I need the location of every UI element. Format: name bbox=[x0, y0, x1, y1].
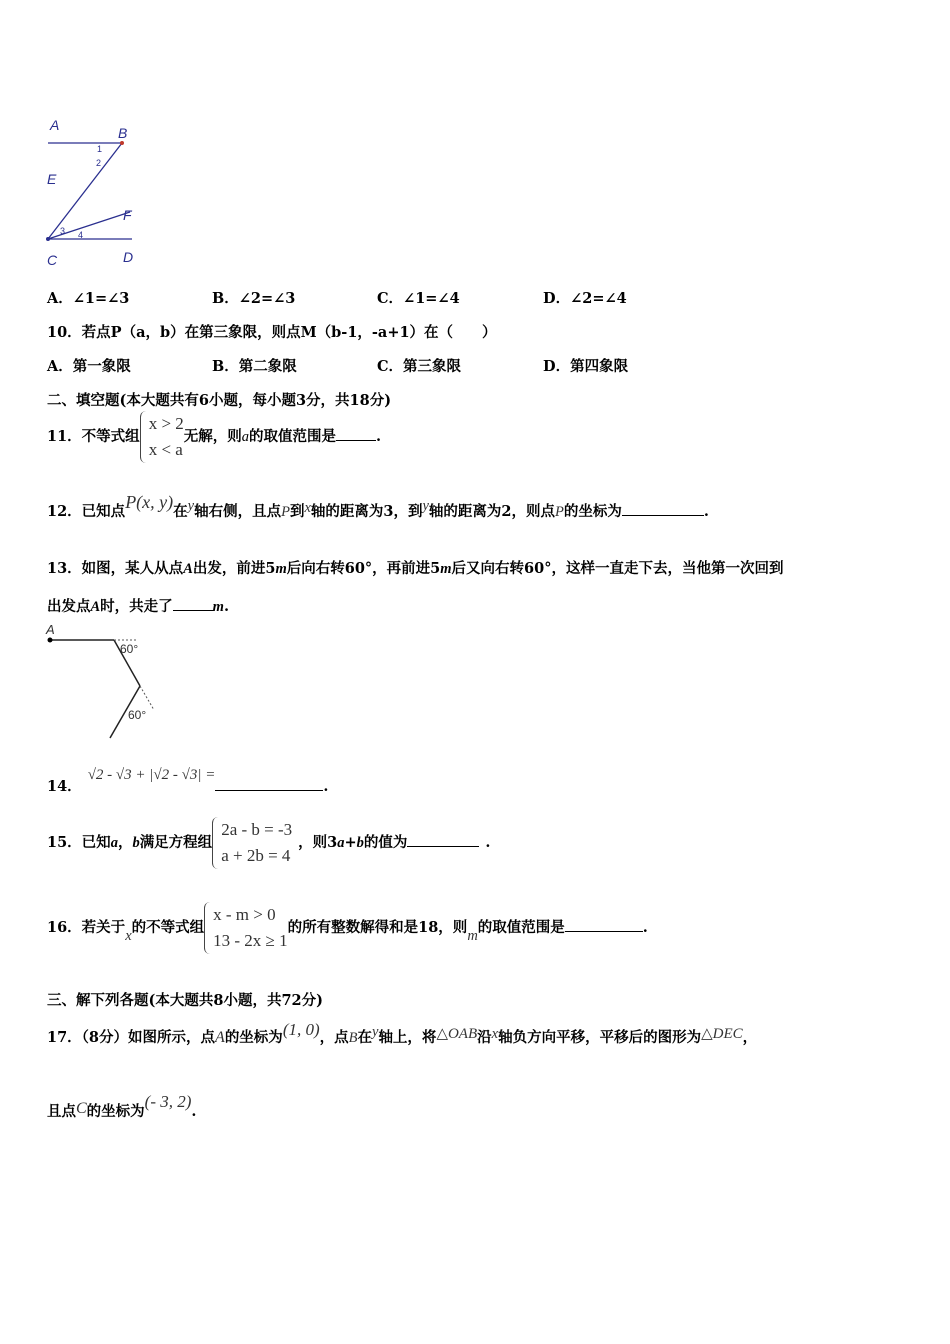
q11-answer-blank[interactable] bbox=[336, 426, 376, 441]
label-2: 2 bbox=[96, 158, 102, 168]
q13-line1: 13．如图，某人从点A出发，前进5m后向右转60°，再前进5m后又向右转60°，这样一直走下去，当他第一次回到 bbox=[47, 560, 784, 577]
point-b bbox=[120, 141, 124, 145]
q9-option-a: A．∠1=∠3 bbox=[47, 290, 130, 307]
angle-label-1: 60° bbox=[120, 642, 139, 656]
q15-system: 2a - b = -3 a + 2b = 4 bbox=[212, 817, 292, 869]
q9-option-c: C．∠1=∠4 bbox=[377, 290, 460, 307]
section3-title: 三、解下列各题(本大题共8小题，共72分) bbox=[47, 992, 323, 1009]
line-bc bbox=[48, 143, 122, 239]
q14: 14．√2 - √3 + |√2 - √3| =. bbox=[47, 767, 329, 795]
ext-dash-2 bbox=[140, 686, 154, 710]
q17-line2: 且点C的坐标为(- 3, 2). bbox=[47, 1092, 197, 1120]
q10-option-b: B．第二象限 bbox=[212, 358, 297, 375]
label-1: 1 bbox=[97, 144, 103, 154]
label-f: F bbox=[123, 207, 132, 223]
q13-answer-blank[interactable] bbox=[173, 596, 213, 611]
q12-answer-blank[interactable] bbox=[622, 501, 704, 516]
section2-title: 二、填空题(本大题共有6小题，每小题3分，共18分) bbox=[47, 392, 392, 409]
q11: 11．不等式组 x > 2 x < a 无解，则a的取值范围是 . bbox=[47, 411, 381, 463]
q14-answer-blank[interactable] bbox=[215, 776, 323, 791]
point-c bbox=[46, 237, 50, 241]
q9-option-b: B．∠2=∠3 bbox=[212, 290, 296, 307]
q15-answer-blank[interactable] bbox=[407, 832, 479, 847]
label-b: B bbox=[118, 125, 128, 141]
q10-option-c: C．第三象限 bbox=[377, 358, 462, 375]
q10-stem: 10．若点P（a，b）在第三象限，则点M（b-1，-a+1）在（ ） bbox=[47, 324, 497, 341]
q10-option-a: A．第一象限 bbox=[47, 358, 131, 375]
q16-system: x - m > 0 13 - 2x ≥ 1 bbox=[204, 902, 288, 954]
label-4: 4 bbox=[78, 230, 84, 240]
q9-option-d: D．∠2=∠4 bbox=[543, 290, 627, 307]
q12: 12．已知点P(x, y)在y轴右侧，且点P到x轴的距离为3，到y轴的距离为2，则点P的坐标为 . bbox=[47, 492, 709, 520]
q16: 16．若关于x的不等式组 x - m > 0 13 - 2x ≥ 1 的所有整数解得和是18，则m的取值范围是 . bbox=[47, 902, 648, 954]
label-c: C bbox=[47, 252, 58, 268]
q9-figure bbox=[40, 112, 150, 272]
label-a: A bbox=[46, 622, 55, 637]
q13-line2: 出发点A时，共走了 m. bbox=[47, 598, 230, 615]
q17-line1: 17．（8分）如图所示，点A的坐标为(1, 0)，点B在y轴上，将△OAB沿x轴负方向平移，平移后的图形为△DEC， bbox=[47, 1020, 758, 1046]
q10-option-d: D．第四象限 bbox=[543, 358, 629, 375]
q15: 15．已知a，b满足方程组 2a - b = -3 a + 2b = 4 ，则3a+b的值为 . bbox=[47, 817, 490, 869]
label-a: A bbox=[50, 117, 60, 133]
point-a bbox=[48, 638, 53, 643]
label-e: E bbox=[47, 171, 57, 187]
q16-answer-blank[interactable] bbox=[565, 917, 643, 932]
angle-label-2: 60° bbox=[128, 708, 147, 722]
label-d: D bbox=[123, 249, 134, 265]
q13-figure bbox=[42, 622, 172, 742]
q11-system: x > 2 x < a bbox=[140, 411, 184, 463]
label-3: 3 bbox=[60, 226, 66, 236]
